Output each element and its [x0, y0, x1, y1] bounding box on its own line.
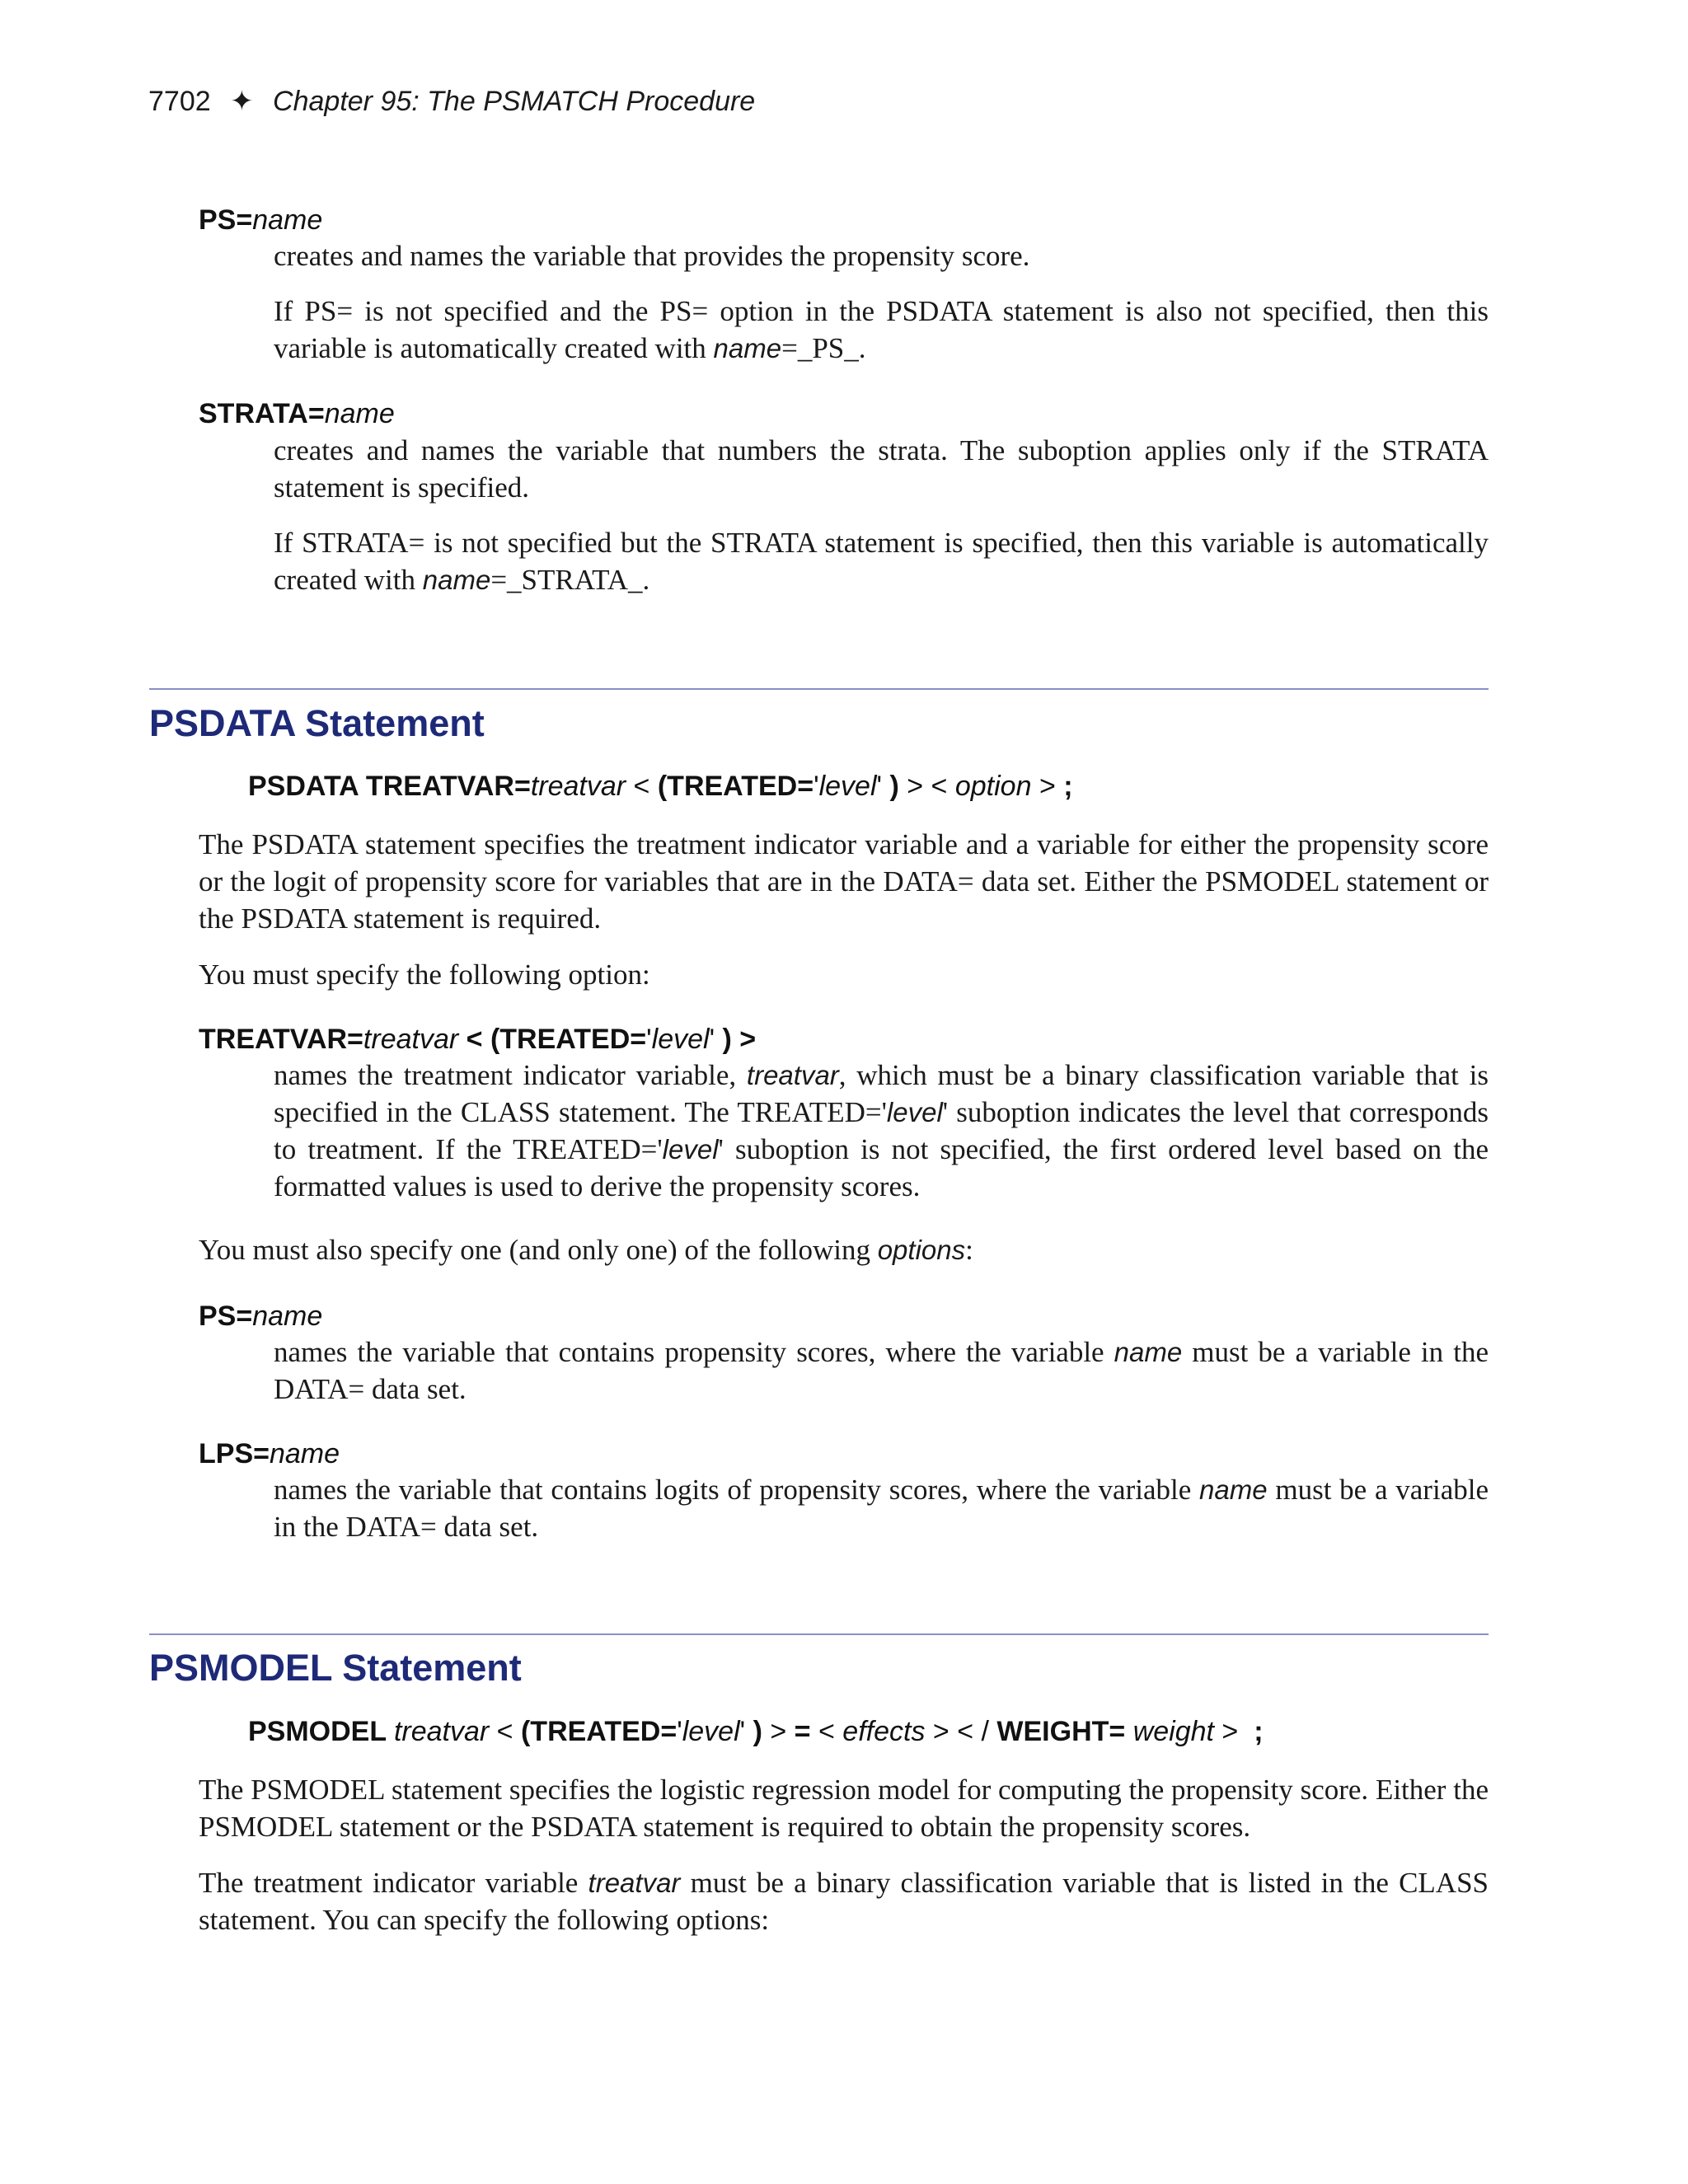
option-heading-ps: PS=name — [199, 204, 323, 236]
psmodel-treatvar-note: The treatment indicator variable treatvar must be a binary classification variable that is listed in the CLASS statement. You can specify the following options: — [199, 1867, 1489, 1936]
page-number: 7702 — [148, 86, 211, 117]
header-separator-icon: ✦ — [230, 86, 254, 117]
psmodel-syntax: PSMODEL treatvar < (TREATED='level' ) > = < effects > < / WEIGHT= weight > ; — [248, 1716, 1264, 1747]
option-strata-description: creates and names the variable that numbers the strata. The suboption applies only if the STRATA statement is specified. — [274, 434, 1489, 504]
psdata-required-intro: You must specify the following option: — [199, 958, 650, 991]
option-psdata-ps-description: names the variable that contains propensity scores, where the variable name must be a variable in the DATA= data set. — [274, 1336, 1489, 1405]
option-lps-description: names the variable that contains logits of propensity scores, where the variable name must be a variable in the DATA= data set. — [274, 1474, 1489, 1543]
section-title-psmodel: PSMODEL Statement — [149, 1647, 522, 1689]
option-heading-lps: LPS=name — [199, 1438, 340, 1469]
option-strata-default-note: If STRATA= is not specified but the STRATA statement is specified, then this variable is automatically created with name=_STRATA_. — [274, 527, 1489, 596]
section-divider — [149, 688, 1489, 690]
option-treatvar-description: names the treatment indicator variable, treatvar, which must be a binary classification variable that is specified in the CLASS statement. The TREATED='level' suboption indicates the level that corresponds to treatment. If the TREATED='level' suboption is not specified, the first ordered level based on the formatted values is used to derive the propensity scores. — [274, 1059, 1489, 1202]
section-divider — [149, 1633, 1489, 1635]
psdata-choice-intro: You must also specify one (and only one) of the following options: — [199, 1234, 973, 1266]
option-heading-psdata-ps: PS=name — [199, 1301, 323, 1332]
option-heading-strata: STRATA=name — [199, 398, 395, 429]
chapter-title: Chapter 95: The PSMATCH Procedure — [273, 86, 756, 117]
option-ps-default-note: If PS= is not specified and the PS= option in the PSDATA statement is also not specified, then this variable is automatically created with name=_PS_. — [274, 295, 1489, 364]
running-header — [148, 85, 755, 118]
psmodel-intro: The PSMODEL statement specifies the logistic regression model for computing the propensity score. Either the PSMODEL statement or the PSDATA statement is required to obtain the propensity scores. — [199, 1774, 1489, 1843]
option-heading-treatvar: TREATVAR=treatvar < (TREATED='level' ) > — [199, 1024, 757, 1055]
option-ps-description: creates and names the variable that provides the propensity score. — [274, 240, 1030, 272]
section-title-psdata: PSDATA Statement — [149, 702, 485, 744]
psdata-intro: The PSDATA statement specifies the treatment indicator variable and a variable for either the propensity score or the logit of propensity score for variables that are in the DATA= data set. Either the PSMODEL statement or the PSDATA statement is required. — [199, 828, 1489, 935]
psdata-syntax: PSDATA TREATVAR=treatvar < (TREATED='level' ) > < option > ; — [248, 771, 1073, 802]
